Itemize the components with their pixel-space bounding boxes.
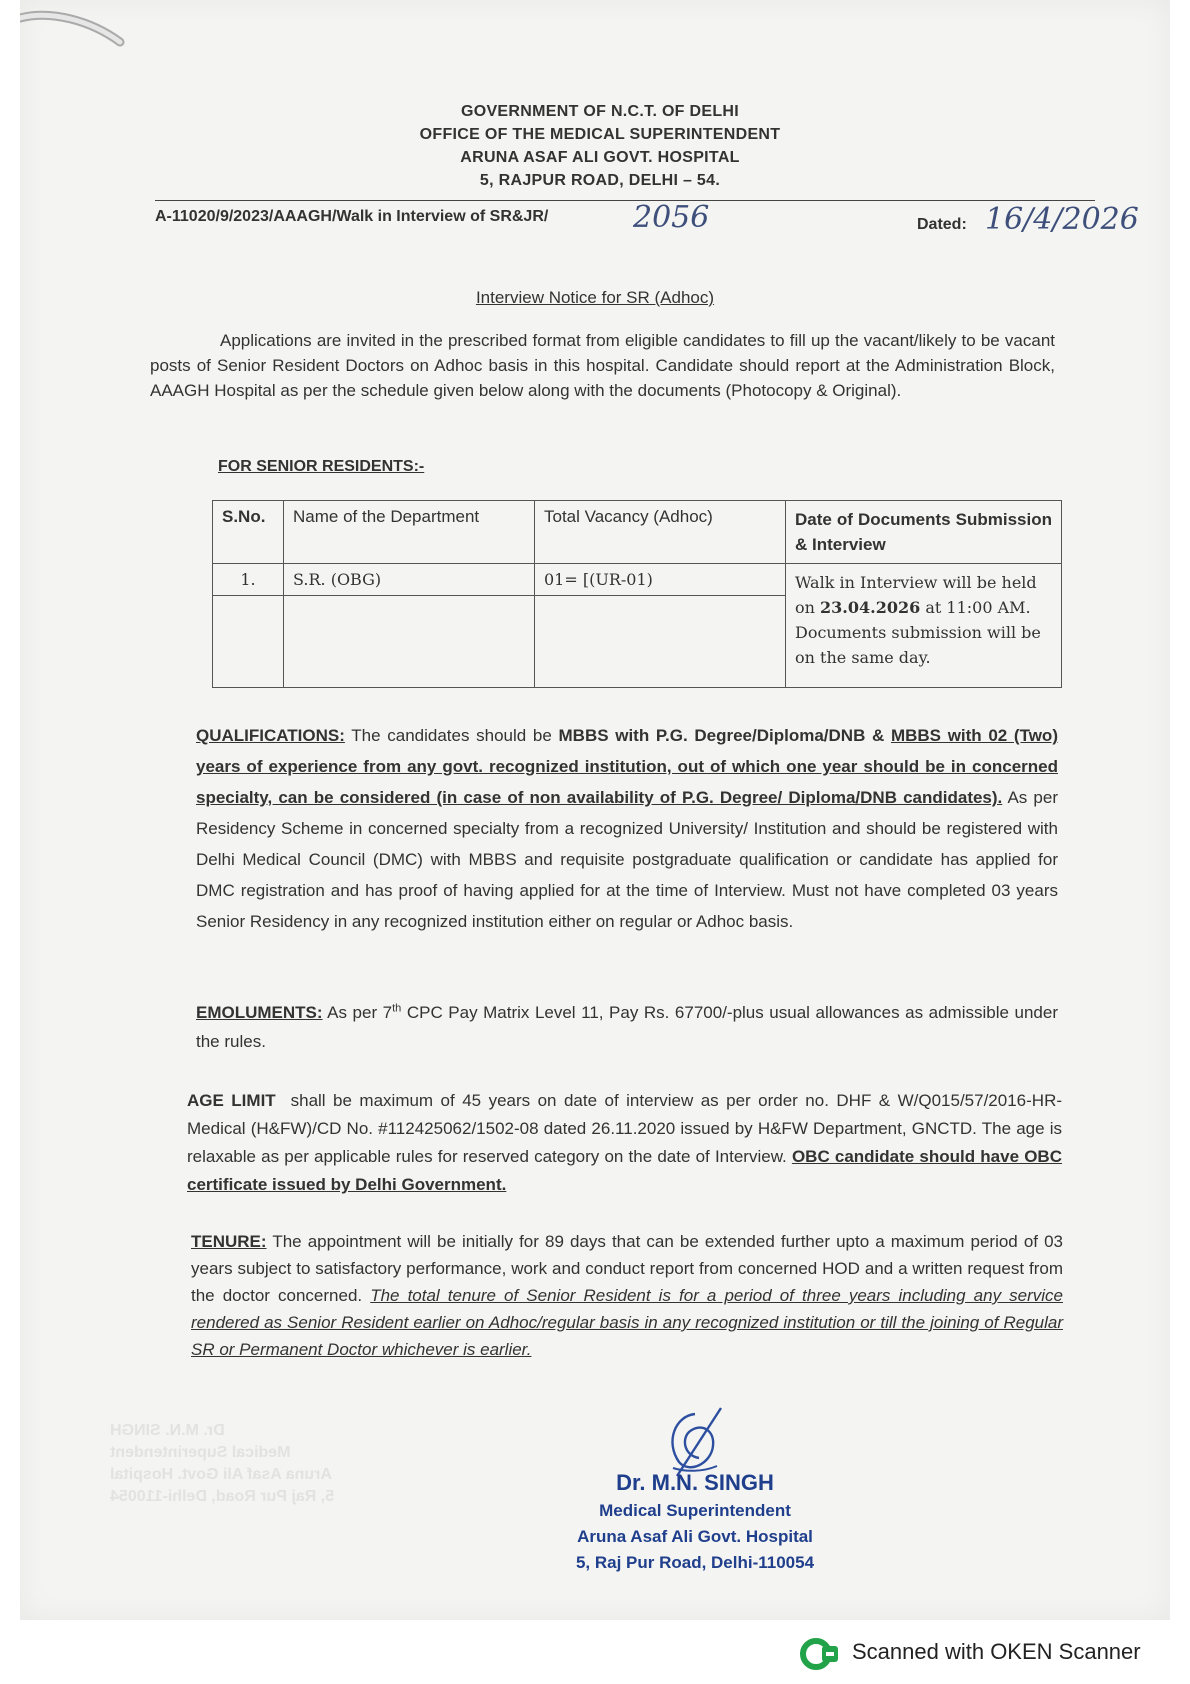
- reference-line: [155, 200, 1139, 248]
- header-sno: S.No.: [213, 501, 284, 564]
- tenure-label: TENURE:: [191, 1232, 267, 1251]
- emoluments-superscript: th: [392, 1002, 402, 1015]
- header-divider: [155, 200, 1095, 201]
- bleed-line: Aruna Asaf Ali Govt. Hospital: [110, 1466, 332, 1483]
- age-limit-paragraph: [187, 1087, 1062, 1199]
- table-row: [213, 564, 1062, 596]
- officer-name: Dr. M.N. SINGH: [616, 1470, 774, 1495]
- intro-paragraph: Applications are invited in the prescribed format from eligible candidates to fill up the vacant/likely to be vacant posts of Senior Resident Doctors on Adhoc basis in this hospital. Candidate should report at the Administration Block, AAAGH Hospital as per the schedule given below along with the documents (Photocopy & Original).: [150, 331, 1055, 400]
- tenure-total-clause: The total tenure of Senior Resident is for a period of three years including any service rendered as Senior Resident earlier on Adhoc/regular basis in any recognized institution or till the joining of Regular SR or Permanent Doctor whichever is earlier.: [191, 1286, 1063, 1359]
- schedule-date: 23.04.2026: [820, 598, 921, 617]
- letterhead-hospital: ARUNA ASAF ALI GOVT. HOSPITAL: [460, 149, 740, 166]
- header-schedule: Date of Documents Submission & Interview: [786, 501, 1062, 564]
- schedule-text-post: at 11:00 AM. Documents submission will be on the same day.: [795, 598, 1041, 667]
- bleed-through-stamp: [110, 1420, 360, 1508]
- cell-empty: [284, 596, 535, 688]
- officer-designation: Medical Superintendent: [599, 1501, 791, 1520]
- cell-department: S.R. (OBG): [284, 564, 535, 596]
- emoluments-paragraph: [196, 998, 1058, 1056]
- qualifications-experience-clause: MBBS with 02 (Two) years of experience from any govt. recognized institution, out of which one year should be in concerned specialty, can be considered (in case of non availability of P.G. Degree/ Diploma/DNB candidates).: [196, 726, 1058, 807]
- officer-hospital: Aruna Asaf Ali Govt. Hospital: [577, 1527, 813, 1546]
- qualifications-paragraph: [196, 720, 1058, 937]
- bleed-line: Dr. M.N. SINGH: [110, 1422, 225, 1439]
- qualifications-degrees: MBBS with P.G. Degree/Diploma/DNB &: [558, 726, 885, 745]
- cell-empty: [535, 596, 786, 688]
- emoluments-text-pre: As per 7: [327, 1003, 393, 1022]
- dated-label: Dated:: [917, 216, 967, 233]
- bleed-line: 5, Raj Pur Road, Delhi-110054: [110, 1488, 335, 1505]
- scanner-logo-icon: [800, 1636, 840, 1672]
- letterhead: [160, 100, 1040, 192]
- emoluments-text-post: CPC Pay Matrix Level 11, Pay Rs. 67700/-plus usual allowances as admissible under the rules.: [196, 1003, 1058, 1051]
- tenure-text: The appointment will be initially for 89 days that can be extended further upto a maximum period of 03 years subject to satisfactory performance, work and conduct report from concerned HOD and a written request from the doctor concerned.: [191, 1232, 1063, 1305]
- schedule-text-pre: Walk in Interview will be held on: [795, 573, 1037, 617]
- scanner-watermark: [800, 1634, 1180, 1674]
- handwritten-reference-number: 2056: [633, 200, 710, 235]
- cell-empty: [213, 596, 284, 688]
- letterhead-office: OFFICE OF THE MEDICAL SUPERINTENDENT: [419, 126, 781, 143]
- page-edge-mark: [20, 0, 128, 60]
- cell-vacancy: 01= [(UR-01): [535, 564, 786, 596]
- table-header-row: [213, 501, 1062, 564]
- age-limit-text: shall be maximum of 45 years on date of interview as per order no. DHF & W/Q015/57/2016-HR-Medical (H&FW)/CD No. #112425062/1502-08 dated 26.11.2020 issued by H&FW Department, GNCTD. The age is relaxable as per applicable rules for reserved category on the date of Interview.: [187, 1091, 1063, 1166]
- letterhead-address: 5, RAJPUR ROAD, DELHI – 54.: [479, 172, 721, 189]
- qualifications-text2: As per Residency Scheme in concerned specialty from a recognized University/ Institution and should be registered with Delhi Medical Council (DMC) with MBBS and requisite postgraduate qualification or candidate has applied for DMC registration and has proof of having applied for at the time of Interview. Must not have completed 03 years Senior Residency in any recognized institution either on regular or Adhoc basis.: [196, 788, 1058, 931]
- letterhead-government: GOVERNMENT OF N.C.T. OF DELHI: [460, 103, 740, 120]
- header-department: Name of the Department: [284, 501, 535, 564]
- age-limit-label: AGE LIMIT: [187, 1091, 276, 1110]
- bleed-line: Medical Superintendent: [110, 1444, 291, 1461]
- qualifications-text1: The candidates should be: [351, 726, 552, 745]
- handwritten-date: 16/4/2026: [985, 202, 1139, 237]
- vacancy-table: [212, 500, 1062, 688]
- reference-number: A-11020/9/2023/AAAGH/Walk in Interview of SR&JR/: [155, 208, 549, 225]
- section-heading: FOR SENIOR RESIDENTS:-: [218, 458, 425, 475]
- emoluments-label: EMOLUMENTS:: [196, 1003, 323, 1022]
- officer-address: 5, Raj Pur Road, Delhi-110054: [575, 1553, 815, 1572]
- header-vacancy: Total Vacancy (Adhoc): [535, 501, 786, 564]
- notice-title: Interview Notice for SR (Adhoc): [475, 288, 715, 307]
- scanner-text: Scanned with OKEN Scanner: [852, 1639, 1141, 1664]
- cell-schedule: [786, 564, 1062, 688]
- qualifications-label: QUALIFICATIONS:: [196, 726, 345, 745]
- cell-sno: 1.: [213, 564, 284, 596]
- tenure-paragraph: [191, 1228, 1063, 1363]
- age-limit-obc-clause: OBC candidate should have OBC certificate issued by Delhi Government.: [187, 1147, 1062, 1194]
- officer-stamp: [540, 1468, 850, 1576]
